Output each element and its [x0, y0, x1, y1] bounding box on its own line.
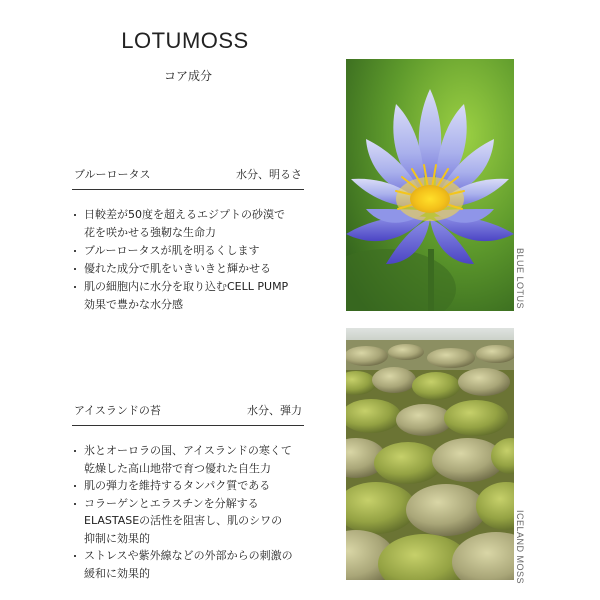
iceland-moss-photo — [346, 328, 514, 580]
list-item — [72, 495, 304, 548]
list-item-line: 肌の弾力を維持するタンパク質である — [84, 479, 271, 492]
ingredient-section-iceland-moss — [72, 402, 304, 582]
list-item-line: コラーゲンとエラスチンを分解する — [84, 496, 259, 510]
list-item — [72, 278, 304, 314]
list-item-line: 効果で豊かな水分感 — [84, 298, 183, 311]
blue-lotus-caption: BLUE LOTUS — [515, 248, 525, 310]
ingredient-benefit-list — [72, 442, 304, 582]
ingredient-header — [72, 166, 304, 190]
list-item-line: ブルーロータスが肌を明るくします — [84, 244, 260, 257]
ingredient-effect: 水分、明るさ — [236, 168, 302, 181]
list-item-line: 日較差が50度を超えるエジプトの砂漠で — [84, 208, 285, 221]
ingredient-name: アイスランドの苔 — [74, 404, 161, 417]
ingredient-benefit-list — [72, 206, 304, 314]
list-item — [72, 242, 304, 260]
blue-lotus-illustration — [346, 59, 514, 311]
list-item-line: 氷とオーロラの国、アイスランドの寒くて — [84, 444, 292, 457]
list-item — [72, 442, 304, 477]
list-item — [72, 260, 304, 278]
blue-lotus-photo — [346, 59, 514, 311]
brand-title: LOTUMOSS — [121, 28, 249, 53]
list-item-line: ストレスや紫外線などの外部からの刺激の — [84, 549, 293, 562]
list-item-line: 花を咲かせる強靭な生命力 — [84, 226, 216, 239]
list-item-line: 乾燥した高山地帯で育つ優れた自生力 — [84, 461, 271, 475]
iceland-moss-illustration — [346, 328, 514, 580]
list-item-line: 優れた成分で肌をいきいきと輝かせる — [84, 262, 271, 275]
list-item-line: 緩和に効果的 — [84, 566, 150, 580]
list-item — [72, 477, 304, 495]
iceland-moss-caption: ICELAND MOSS — [515, 510, 525, 585]
ingredient-name: ブルーロータス — [74, 168, 151, 181]
ingredient-section-blue-lotus — [72, 166, 304, 314]
list-item — [72, 547, 304, 582]
ingredient-effect: 水分、弾力 — [247, 404, 302, 417]
list-item-line: 肌の細胞内に水分を取り込むCELL PUMP — [84, 280, 289, 293]
ingredient-header — [72, 402, 304, 426]
section-subtitle: コア成分 — [163, 69, 212, 83]
list-item-line: 抑制に効果的 — [84, 531, 150, 545]
list-item-line: ELASTASEの活性を阻害し、肌のシワの — [84, 514, 283, 527]
list-item — [72, 206, 304, 242]
